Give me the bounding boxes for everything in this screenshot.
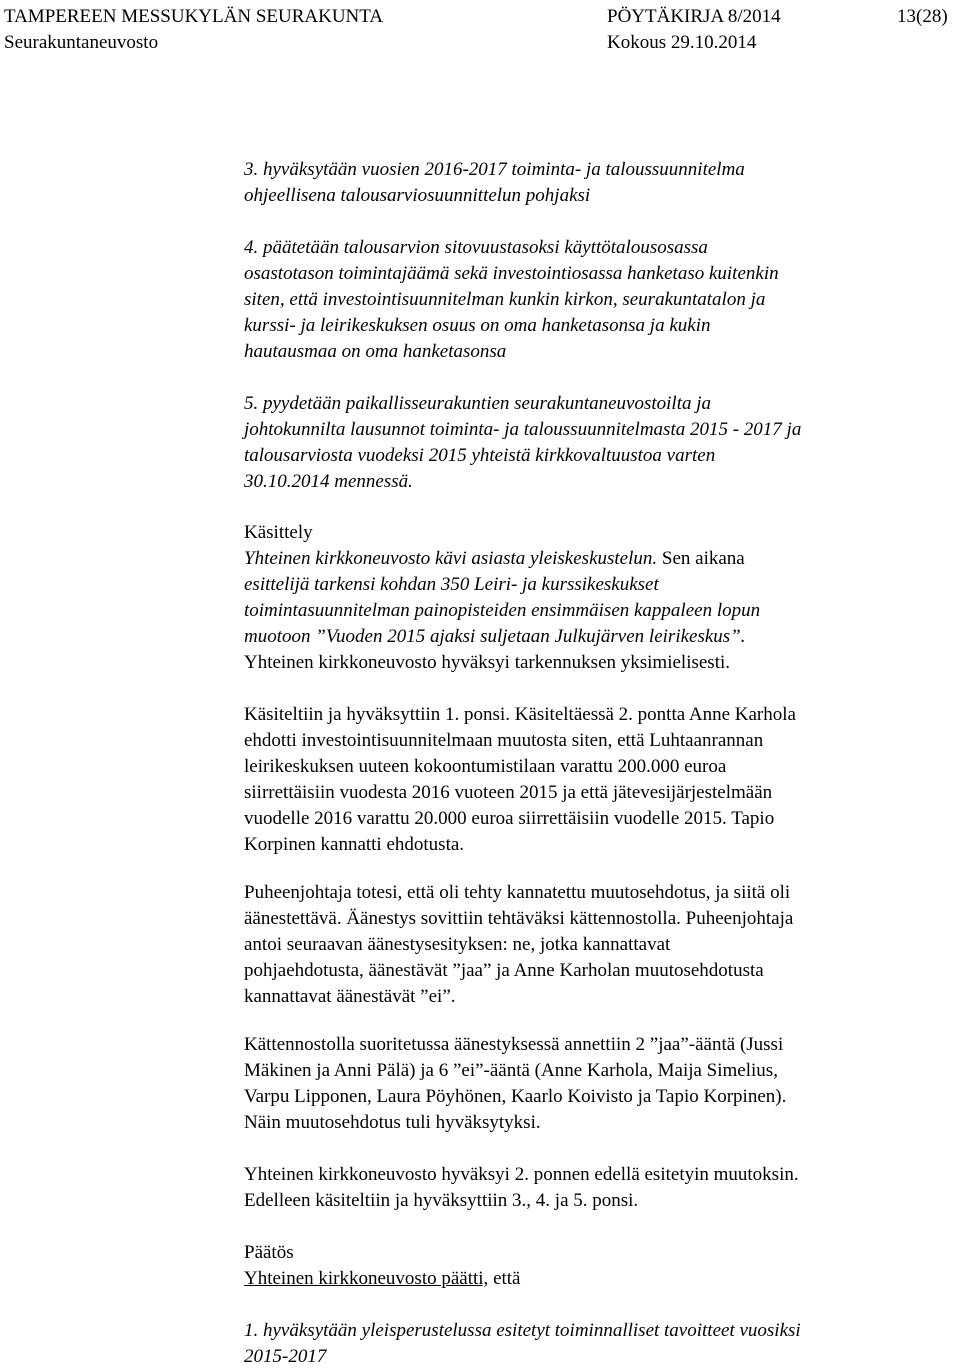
item3-line: 3. hyväksytään vuosien 2016-2017 toiminta- ja taloussuunnitelma <box>244 159 745 180</box>
meeting-date: Kokous 29.10.2014 <box>607 32 757 53</box>
kasittely-text: Sen aikana <box>657 548 745 569</box>
org-name: TAMPEREEN MESSUKYLÄN SEURAKUNTA <box>4 6 384 27</box>
paragraph-line: ehdotti investointisuunnitelmaan muutosta siten, että Luhtaanrannan <box>244 730 764 751</box>
paragraph-line: Varpu Lipponen, Laura Pöyhönen, Kaarlo Koivisto ja Tapio Korpinen). <box>244 1086 787 1107</box>
paatos-line <box>244 1266 521 1292</box>
item5-line: talousarviosta vuodeksi 2015 yhteistä kirkkovaltuustoa varten <box>244 445 716 466</box>
paatos-underlined-text: Yhteinen kirkkoneuvosto päätti, <box>244 1268 489 1289</box>
paragraph-line: Yhteinen kirkkoneuvosto hyväksyi 2. ponnen edellä esitetyin muutoksin. <box>244 1164 799 1185</box>
body-name: Seurakuntaneuvosto <box>4 32 159 53</box>
paragraph-line: kannattavat äänestävät ”ei”. <box>244 986 456 1007</box>
item5-line: 30.10.2014 mennessä. <box>244 471 413 492</box>
item4-line: siten, että investointisuunnitelman kunkin kirkon, seurakuntatalon ja <box>244 289 766 310</box>
item5-line: 5. pyydetään paikallisseurakuntien seurakuntaneuvostoilta ja <box>244 393 712 414</box>
paragraph-line: Näin muutosehdotus tuli hyväksytyksi. <box>244 1112 541 1133</box>
paatos-text: että <box>488 1268 521 1289</box>
paatos-heading: Päätös <box>244 1242 294 1263</box>
item5-line: johtokunnilta lausunnot toiminta- ja taloussuunnitelmasta 2015 - 2017 ja <box>244 419 802 440</box>
paragraph-line: siirrettäisiin vuodesta 2016 vuoteen 2015 ja että jätevesijärjestelmään <box>244 782 773 803</box>
paragraph-line: antoi seuraavan äänestysesityksen: ne, jotka kannattavat <box>244 934 671 955</box>
page-number: 13(28) <box>897 6 948 27</box>
item4-line: kurssi- ja leirikeskuksen osuus on oma hanketasonsa ja kukin <box>244 315 711 336</box>
kasittely-heading: Käsittely <box>244 522 313 543</box>
item4-line: 4. päätetään talousarvion sitovuustasoksi käyttötalousosassa <box>244 237 708 258</box>
paragraph-line: leirikeskuksen uuteen kokoontumistilaan varattu 200.000 euroa <box>244 756 727 777</box>
paragraph-line: äänestettävä. Äänestys sovittiin tehtäväksi kättennostolla. Puheenjohtaja <box>244 908 794 929</box>
paatos-item-line: 1. hyväksytään yleisperustelussa esitetyt toiminnalliset tavoitteet vuosiksi <box>244 1320 801 1341</box>
kasittely-line: muotoon ”Vuoden 2015 ajaksi suljetaan Julkujärven leirikeskus”. <box>244 626 746 647</box>
document-title: PÖYTÄKIRJA 8/2014 <box>607 6 781 27</box>
paragraph-line: vuodelle 2016 varattu 20.000 euroa siirrettäisiin vuodelle 2015. Tapio <box>244 808 775 829</box>
paragraph-line: Kättennostolla suoritetussa äänestyksessä annettiin 2 ”jaa”-ääntä (Jussi <box>244 1034 784 1055</box>
paragraph-line: Mäkinen ja Anni Pälä) ja 6 ”ei”-ääntä (Anne Karhola, Maija Simelius, <box>244 1060 778 1081</box>
paragraph-line: Käsiteltiin ja hyväksyttiin 1. ponsi. Käsiteltäessä 2. pontta Anne Karhola <box>244 704 796 725</box>
kasittely-line: toimintasuunnitelman painopisteiden ensimmäisen kappaleen lopun <box>244 600 761 621</box>
paragraph-line: Edelleen käsiteltiin ja hyväksyttiin 3., 4. ja 5. ponsi. <box>244 1190 639 1211</box>
paragraph-line: Korpinen kannatti ehdotusta. <box>244 834 465 855</box>
kasittely-line: Yhteinen kirkkoneuvosto hyväksyi tarkennuksen yksimielisesti. <box>244 652 731 673</box>
paatos-item-line: 2015-2017 <box>244 1346 327 1367</box>
kasittely-italic-text: Yhteinen kirkkoneuvosto kävi asiasta yleiskeskustelun. <box>244 548 658 569</box>
item3-line: ohjeellisena talousarviosuunnittelun pohjaksi <box>244 185 591 206</box>
kasittely-line: esittelijä tarkensi kohdan 350 Leiri- ja kurssikeskukset <box>244 574 659 595</box>
paragraph-line: pohjaehdotusta, äänestävät ”jaa” ja Anne Karholan muutosehdotusta <box>244 960 764 981</box>
paragraph-line: Puheenjohtaja totesi, että oli tehty kannatettu muutosehdotus, ja siitä oli <box>244 882 791 903</box>
item4-line: osastotason toimintajäämä sekä investointiosassa hanketaso kuitenkin <box>244 263 779 284</box>
item4-line: hautausmaa on oma hanketasonsa <box>244 341 507 362</box>
kasittely-line <box>244 546 745 572</box>
